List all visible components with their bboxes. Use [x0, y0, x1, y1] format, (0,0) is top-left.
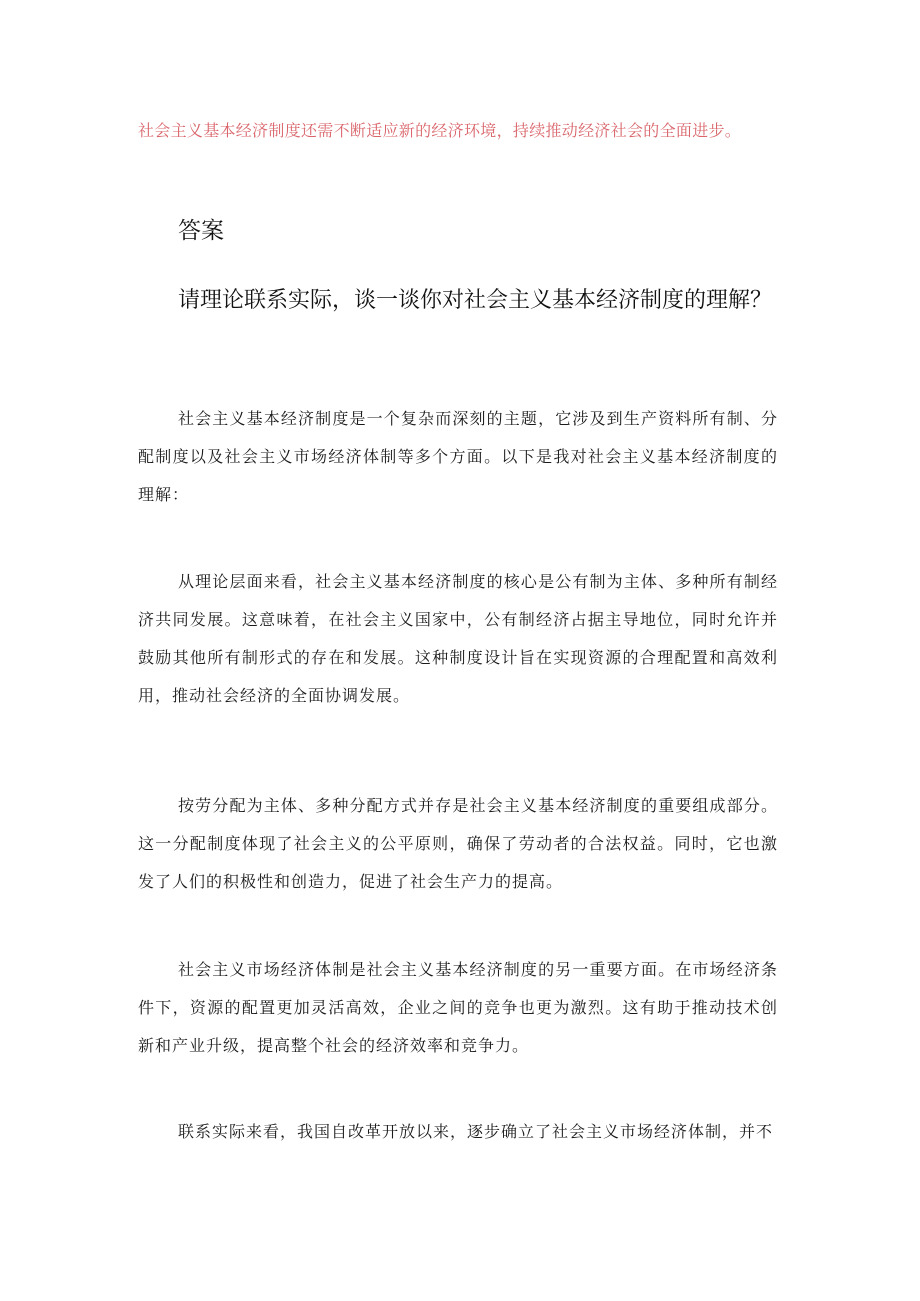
paragraph-practice: 联系实际来看，我国自改革开放以来，逐步确立了社会主义市场经济体制，并不	[178, 1122, 774, 1141]
question-text: 请理论联系实际，谈一谈你对社会主义基本经济制度的理解？	[178, 288, 773, 313]
paragraph-market-economy: 社会主义市场经济体制是社会主义基本经济制度的另一重要方面。在市场经济条件下，资源的配置更加灵活高效，企业之间的竞争也更为激烈。这有助于推动技术创新和产业升级，提高整个社会的经济效率和竞争力。	[138, 960, 778, 1055]
top-note-text: 社会主义基本经济制度还需不断适应新的经济环境，持续推动经济社会的全面进步。	[138, 121, 742, 140]
answer-heading: 答案	[178, 218, 224, 244]
paragraph-distribution: 按劳分配为主体、多种分配方式并存是社会主义基本经济制度的重要组成部分。这一分配制度体现了社会主义的公平原则，确保了劳动者的合法权益。同时，它也激发了人们的积极性和创造力，促进了社会生产力的提高。	[138, 796, 778, 891]
paragraph-intro: 社会主义基本经济制度是一个复杂而深刻的主题，它涉及到生产资料所有制、分配制度以及社会主义市场经济体制等多个方面。以下是我对社会主义基本经济制度的理解：	[138, 409, 778, 504]
paragraph-theory: 从理论层面来看，社会主义基本经济制度的核心是公有制为主体、多种所有制经济共同发展。这意味着，在社会主义国家中，公有制经济占据主导地位，同时允许并鼓励其他所有制形式的存在和发展。这种制度设计旨在实现资源的合理配置和高效利用，推动社会经济的全面协调发展。	[138, 572, 778, 705]
